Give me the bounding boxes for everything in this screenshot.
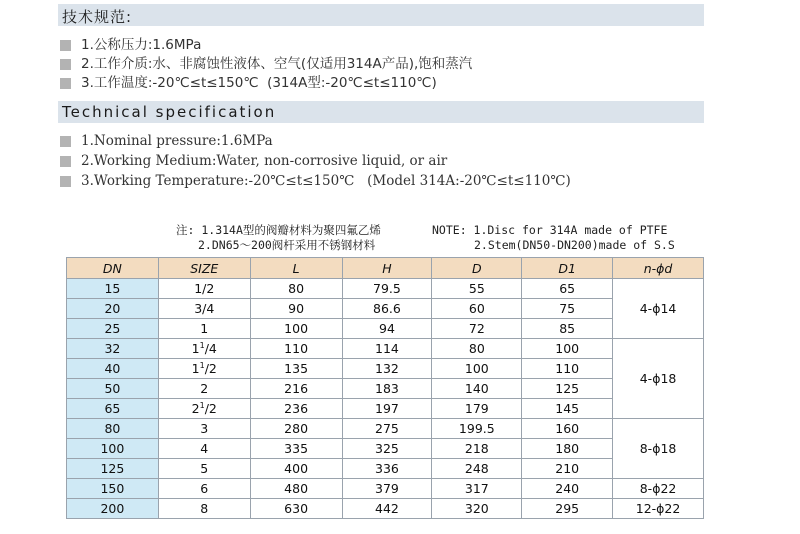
cell-size <box>158 419 250 439</box>
en-spec-item <box>60 151 571 171</box>
cell-d1: 125 <box>522 379 613 399</box>
table-row <box>67 379 704 399</box>
cell-l: 280 <box>250 419 342 439</box>
cell-size <box>158 459 250 479</box>
note-row <box>176 223 706 238</box>
cell-dn: 150 <box>67 479 159 499</box>
cell-d: 317 <box>432 479 522 499</box>
cell-h: 114 <box>342 339 432 359</box>
note-zh-1: 注: 1.314A型的阀瓣材料为聚四氟乙烯 <box>176 223 381 237</box>
cell-d1: 75 <box>522 299 613 319</box>
cell-d1: 100 <box>522 339 613 359</box>
cell-size <box>158 299 250 319</box>
cell-d1: 295 <box>522 499 613 519</box>
table-row <box>67 279 704 299</box>
bullet-square-icon <box>60 156 71 167</box>
zh-spec-text: 3.工作温度:-20℃≤t≤150℃ (314A型:-20℃≤t≤110℃) <box>81 75 437 91</box>
cell-d: 140 <box>432 379 522 399</box>
cell-bolt-holes: 12-ϕ22 <box>613 499 704 519</box>
cell-h: 132 <box>342 359 432 379</box>
size-value: 6 <box>200 481 209 496</box>
cell-dn: 15 <box>67 279 159 299</box>
en-spec-text: 3.Working Temperature:-20℃≤t≤150℃ (Model 314A:-20℃≤t≤110℃) <box>81 172 571 189</box>
cell-size <box>158 439 250 459</box>
cell-h: 94 <box>342 319 432 339</box>
bullet-square-icon <box>60 40 71 51</box>
size-fraction-numerator: 1 <box>199 361 205 370</box>
cell-h: 442 <box>342 499 432 519</box>
cell-d: 179 <box>432 399 522 419</box>
cell-d: 80 <box>432 339 522 359</box>
cell-dn: 200 <box>67 499 159 519</box>
cell-l: 110 <box>250 339 342 359</box>
cell-h: 79.5 <box>342 279 432 299</box>
cell-h: 183 <box>342 379 432 399</box>
bullet-square-icon <box>60 78 71 89</box>
zh-spec-list <box>60 36 472 93</box>
en-spec-item <box>60 171 571 191</box>
cell-l: 630 <box>250 499 342 519</box>
size-value: 1 <box>191 361 200 376</box>
en-section-header <box>58 101 704 123</box>
size-fraction-denominator: /4 <box>204 341 217 356</box>
cell-size <box>158 359 250 379</box>
note-en-1: NOTE: 1.Disc for 314A made of PTFE <box>432 223 668 237</box>
cell-bolt-holes: 8-ϕ22 <box>613 479 704 499</box>
cell-d1: 65 <box>522 279 613 299</box>
cell-h: 336 <box>342 459 432 479</box>
cell-d1: 145 <box>522 399 613 419</box>
header-d: D <box>432 258 522 279</box>
cell-bolt-holes: 8-ϕ18 <box>613 419 704 479</box>
cell-d1: 85 <box>522 319 613 339</box>
cell-size <box>158 399 250 419</box>
cell-l: 400 <box>250 459 342 479</box>
cell-h: 86.6 <box>342 299 432 319</box>
header-size: SIZE <box>158 258 250 279</box>
table-row <box>67 299 704 319</box>
cell-l: 480 <box>250 479 342 499</box>
size-value: 5 <box>200 461 209 476</box>
size-value: 8 <box>200 501 209 516</box>
dimension-table <box>66 257 704 519</box>
cell-l: 216 <box>250 379 342 399</box>
cell-dn: 125 <box>67 459 159 479</box>
cell-l: 335 <box>250 439 342 459</box>
cell-dn: 100 <box>67 439 159 459</box>
zh-spec-text: 2.工作介质:水、非腐蚀性液体、空气(仅适用314A产品),饱和蒸汽 <box>81 56 473 72</box>
note-en-2: 2.Stem(DN50-DN200)made of S.S <box>474 238 675 252</box>
size-value: 4 <box>200 441 209 456</box>
cell-size <box>158 279 250 299</box>
cell-d1: 240 <box>522 479 613 499</box>
en-section-title: Technical specification <box>62 103 277 121</box>
table-body <box>67 279 704 519</box>
size-fraction-numerator: 1 <box>199 341 205 350</box>
cell-d1: 110 <box>522 359 613 379</box>
cell-dn: 65 <box>67 399 159 419</box>
cell-d: 72 <box>432 319 522 339</box>
cell-dn: 40 <box>67 359 159 379</box>
cell-l: 90 <box>250 299 342 319</box>
table-row <box>67 459 704 479</box>
header-dn: DN <box>67 258 159 279</box>
header-d1: D1 <box>522 258 613 279</box>
cell-l: 100 <box>250 319 342 339</box>
cell-dn: 32 <box>67 339 159 359</box>
cell-h: 197 <box>342 399 432 419</box>
cell-d1: 210 <box>522 459 613 479</box>
cell-d: 320 <box>432 499 522 519</box>
size-fraction-numerator: 1 <box>199 401 205 410</box>
cell-dn: 80 <box>67 419 159 439</box>
table-row <box>67 419 704 439</box>
cell-d: 248 <box>432 459 522 479</box>
table-notes <box>176 223 706 253</box>
header-h: H <box>342 258 432 279</box>
size-value: 3 <box>200 421 209 436</box>
zh-spec-item <box>60 36 472 55</box>
table-row <box>67 359 704 379</box>
table-header-row <box>67 258 704 279</box>
note-zh-2: 2.DN65～200阀杆采用不锈钢材料 <box>198 238 376 252</box>
bullet-square-icon <box>60 136 71 147</box>
table-row <box>67 439 704 459</box>
cell-d: 60 <box>432 299 522 319</box>
table-row <box>67 399 704 419</box>
note-row <box>176 238 706 253</box>
header-l: L <box>250 258 342 279</box>
zh-section-header <box>58 4 704 26</box>
size-value: 3/4 <box>194 301 215 316</box>
cell-size <box>158 319 250 339</box>
size-value: 1/2 <box>194 281 215 296</box>
bullet-square-icon <box>60 176 71 187</box>
size-value: 1 <box>191 341 200 356</box>
zh-spec-text: 1.公称压力:1.6MPa <box>81 37 202 53</box>
size-value: 2 <box>200 381 209 396</box>
header-nd: n-ϕd <box>613 258 704 279</box>
cell-dn: 20 <box>67 299 159 319</box>
cell-size <box>158 379 250 399</box>
en-spec-text: 1.Nominal pressure:1.6MPa <box>81 132 273 149</box>
table-row <box>67 339 704 359</box>
cell-h: 379 <box>342 479 432 499</box>
size-fraction-denominator: /2 <box>204 361 217 376</box>
en-spec-text: 2.Working Medium:Water, non-corrosive liquid, or air <box>81 152 448 169</box>
size-value: 2 <box>191 401 200 416</box>
cell-h: 325 <box>342 439 432 459</box>
table-row <box>67 319 704 339</box>
zh-spec-item <box>60 55 472 74</box>
cell-l: 80 <box>250 279 342 299</box>
cell-d1: 180 <box>522 439 613 459</box>
cell-size <box>158 339 250 359</box>
en-spec-item <box>60 131 571 151</box>
size-fraction-denominator: /2 <box>204 401 217 416</box>
cell-size <box>158 499 250 519</box>
en-spec-list <box>60 131 571 191</box>
cell-bolt-holes: 4-ϕ18 <box>613 339 704 419</box>
cell-d: 218 <box>432 439 522 459</box>
cell-dn: 50 <box>67 379 159 399</box>
cell-l: 135 <box>250 359 342 379</box>
cell-h: 275 <box>342 419 432 439</box>
cell-bolt-holes: 4-ϕ14 <box>613 279 704 339</box>
cell-dn: 25 <box>67 319 159 339</box>
cell-d: 100 <box>432 359 522 379</box>
cell-d1: 160 <box>522 419 613 439</box>
cell-d: 55 <box>432 279 522 299</box>
size-value: 1 <box>200 321 209 336</box>
table-row <box>67 499 704 519</box>
table-row <box>67 479 704 499</box>
cell-d: 199.5 <box>432 419 522 439</box>
cell-l: 236 <box>250 399 342 419</box>
cell-size <box>158 479 250 499</box>
zh-section-title: 技术规范: <box>62 8 133 26</box>
bullet-square-icon <box>60 59 71 70</box>
zh-spec-item <box>60 74 472 93</box>
